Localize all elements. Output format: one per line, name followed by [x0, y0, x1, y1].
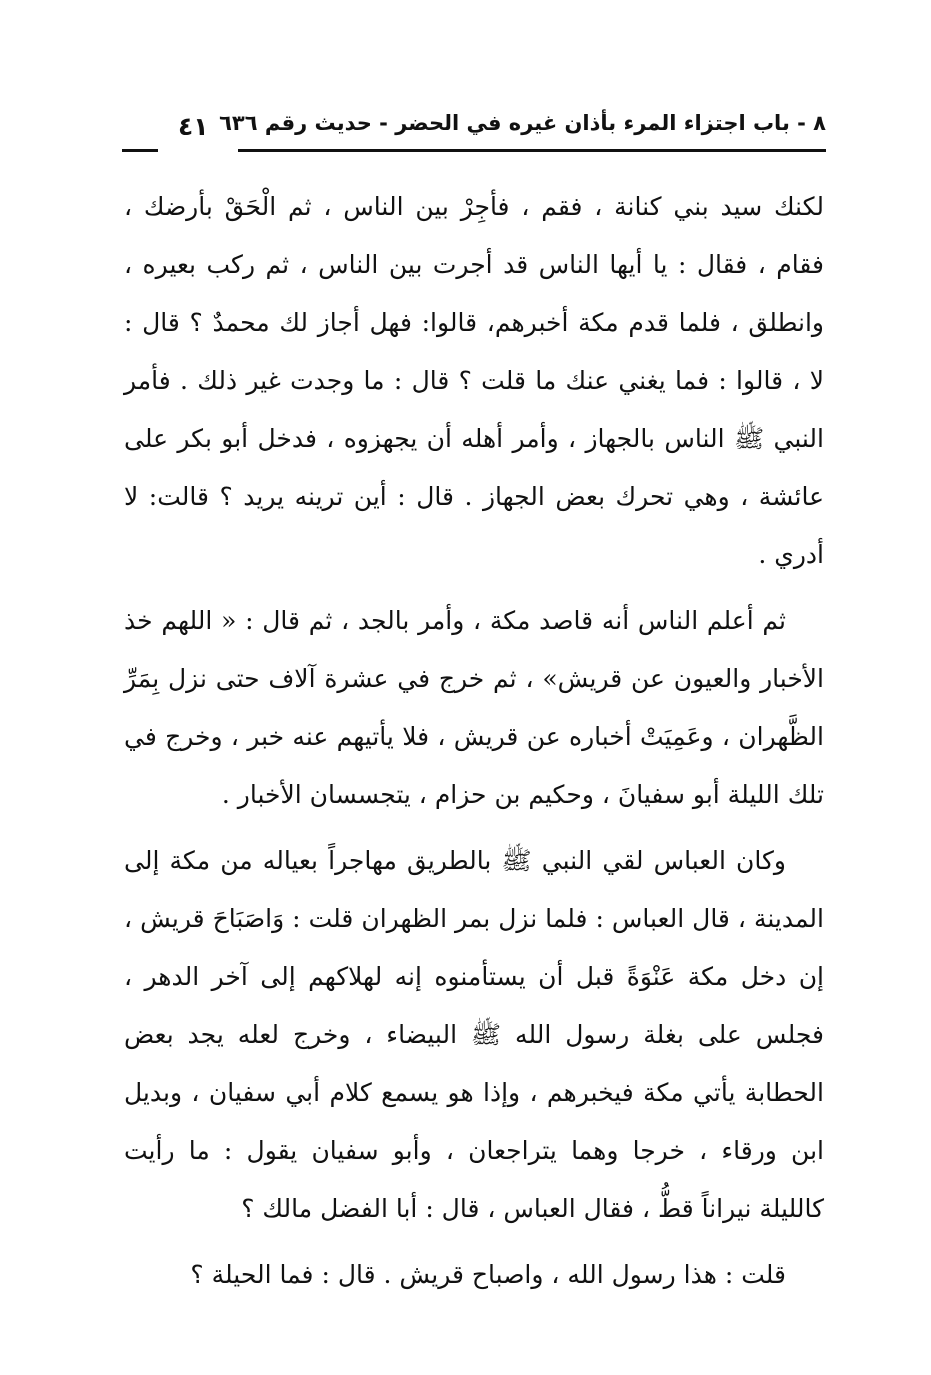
text-line: النبي ﷺ الناس بالجهاز ، وأمر أهله أن يجهزوه ، فدخل أبو بكر على — [124, 424, 824, 453]
text-line: الأخبار والعيون عن قريش» ، ثم خرج في عشرة آلاف حتى نزل بِمَرِّ — [124, 664, 824, 693]
text-line: الظَّهران ، وعَمِيَتْ أخباره عن قريش ، فلا يأتيهم عنه خبر ، وخرج في — [124, 722, 824, 751]
text-line: ابن ورقاء ، خرجا وهما يتراجعان ، وأبو سفيان يقول : ما رأيت — [124, 1136, 824, 1165]
page-header — [122, 108, 826, 156]
text-line: فجلس على بغلة رسول الله ﷺ البيضاء ، وخرج لعله يجد بعض — [124, 1020, 824, 1049]
text-line: لا ، قالوا : فما يغني عنك ما قلت ؟ قال : ما وجدت غير ذلك . فأمر — [124, 366, 824, 395]
text-line: كالليلة نيراناً قطُّ ، فقال العباس ، قال : أبا الفضل مالك ؟ — [241, 1194, 824, 1223]
text-line: وكان العباس لقي النبي ﷺ بالطريق مهاجراً بعياله من مكة إلى — [124, 846, 786, 875]
paragraph-4 — [124, 1246, 824, 1304]
text-line: فقام ، فقال : يا أيها الناس قد أجرت بين الناس ، ثم ركب بعيره ، — [124, 250, 824, 279]
text-line: عائشة ، وهي تحرك بعض الجهاز . قال : أين ترينه يريد ؟ قالت: لا — [124, 482, 824, 511]
text-line: إن دخل مكة عَنْوَةً قبل أن يستأمنوه إنه لهلاكهم إلى آخر الدهر ، — [124, 962, 824, 991]
text-line: وانطلق ، فلما قدم مكة أخبرهم، قالوا: فهل أجاز لك محمدٌ ؟ قال : — [124, 308, 824, 337]
paragraph-2 — [124, 592, 824, 824]
paragraph-1 — [124, 178, 824, 584]
page-body — [124, 178, 824, 1312]
text-line: ثم أعلم الناس أنه قاصد مكة ، وأمر بالجد ، ثم قال : « اللهم خذ — [124, 606, 786, 635]
page-number-rule — [122, 149, 158, 152]
text-line: المدينة ، قال العباس : فلما نزل بمر الظهران قلت : وَاصَبَاحَ قريش ، — [124, 904, 824, 933]
text-line: تلك الليلة أبو سفيانَ ، وحكيم بن حزام ، يتجسسان الأخبار . — [221, 780, 824, 809]
paragraph-3 — [124, 832, 824, 1238]
chapter-title: ٨ - باب اجتزاء المرء بأذان غيره في الحضر - حديث رقم ٦٣٦ — [219, 111, 826, 135]
header-rule — [238, 149, 826, 152]
text-line: الحطابة يأتي مكة فيخبرهم ، وإذا هو يسمع كلام أبي سفيان ، وبديل — [124, 1078, 824, 1107]
text-line: لكنك سيد بني كنانة ، فقم ، فأجِرْ بين الناس ، ثم الْحَقْ بأرضك ، — [124, 192, 824, 221]
text-line: أدري . — [758, 540, 824, 569]
page-number: ٤١ — [178, 112, 209, 141]
text-line: قلت : هذا رسول الله ، واصباح قريش . قال : فما الحيلة ؟ — [190, 1260, 786, 1289]
